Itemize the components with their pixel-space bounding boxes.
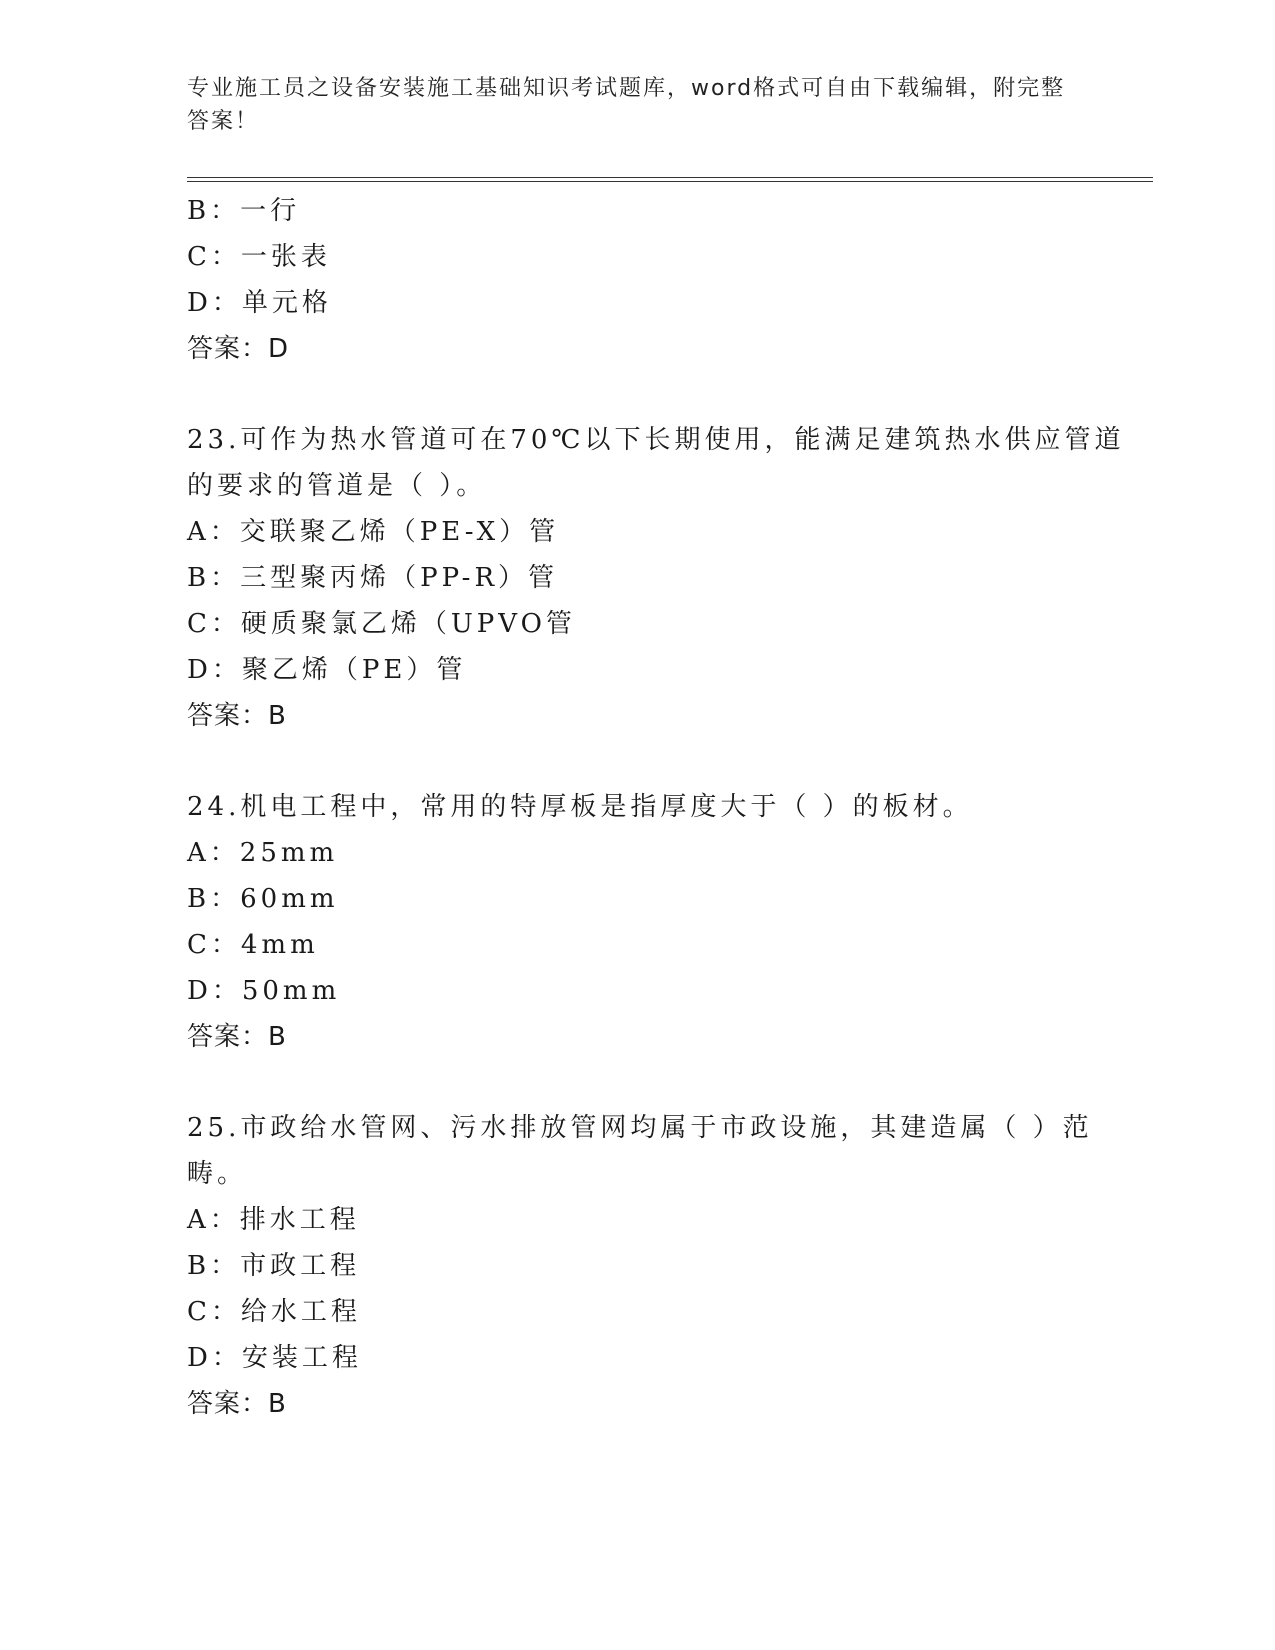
- question-stem: 的要求的管道是（ ）。: [187, 471, 487, 501]
- option-b: B：一行: [187, 196, 301, 226]
- option-b: B：60mm: [187, 884, 339, 914]
- question-25: [187, 1105, 1107, 1427]
- option-a: A：排水工程: [187, 1205, 360, 1235]
- option-d: D：50mm: [187, 976, 341, 1006]
- option-b: B：三型聚丙烯（PP-R）管: [187, 563, 559, 593]
- option-d: D：安装工程: [187, 1343, 362, 1373]
- option-b: B：市政工程: [187, 1251, 361, 1281]
- option-d: D：聚乙烯（PE）管: [187, 655, 467, 685]
- question-stem: 24.机电工程中，常用的特厚板是指厚度大于（ ）的板材。: [187, 792, 973, 822]
- question-stem: 25.市政给水管网、污水排放管网均属于市政设施，其建造属（ ）范: [187, 1113, 1093, 1143]
- question-23: [187, 417, 1125, 739]
- answer-line: 答案：B: [187, 1022, 287, 1052]
- answer-line: 答案：B: [187, 701, 287, 731]
- option-a: A：25mm: [187, 838, 339, 868]
- question-list: [187, 188, 1125, 1427]
- document-header: 专业施工员之设备安装施工基础知识考试题库，word格式可自由下载编辑，附完整答案！: [187, 76, 1066, 134]
- option-c: C：一张表: [187, 242, 331, 272]
- option-c: C：硬质聚氯乙烯（UPVO管: [187, 609, 576, 639]
- option-d: D：单元格: [187, 288, 332, 318]
- question-stem: 23.可作为热水管道可在70℃以下长期使用，能满足建筑热水供应管道: [187, 425, 1125, 455]
- header-rule-top: [187, 177, 1153, 178]
- question-fragment: [187, 188, 1107, 372]
- question-24: [187, 784, 1107, 1060]
- question-stem: 畴。: [187, 1159, 248, 1189]
- answer-line: 答案：D: [187, 334, 290, 364]
- header-rule-bottom: [187, 181, 1153, 182]
- answer-line: 答案：B: [187, 1389, 287, 1419]
- option-c: C：给水工程: [187, 1297, 361, 1327]
- option-a: A：交联聚乙烯（PE-X）管: [187, 517, 560, 547]
- option-c: C：4mm: [187, 930, 319, 960]
